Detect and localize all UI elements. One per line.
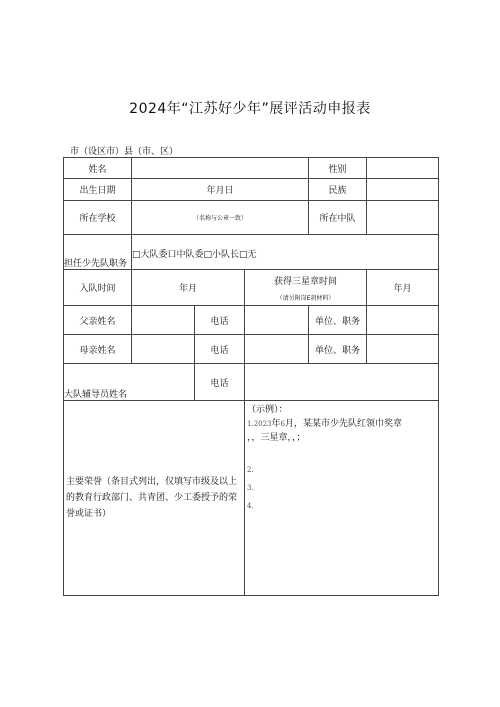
field-ethnicity[interactable]: [367, 179, 439, 201]
example-num-1: 1.: [247, 420, 254, 428]
label-honors: 主要荣誉（条目式列出，仅填写市级及以上的教育行政部门、共青团、少工委授予的荣誉或证书）: [64, 401, 245, 596]
field-position-options[interactable]: □大队委口中队委□小队长□无: [132, 235, 439, 270]
label-position: 担任少先队职务: [64, 235, 132, 270]
example-award: 月，某某市少先队红领巾奖章: [285, 419, 403, 429]
label-birth: 出生日期: [64, 179, 132, 201]
application-form: [63, 157, 439, 596]
field-counselor-phone[interactable]: [245, 364, 439, 401]
label-father-phone: 电话: [195, 306, 245, 335]
example-num-2: 2.: [247, 466, 254, 474]
label-mother-unit: 单位、职务: [309, 335, 367, 364]
label-squad: 所在中队: [309, 201, 367, 235]
label-counselor-phone: 电话: [195, 364, 245, 401]
field-school[interactable]: （名称与公章一致）: [132, 201, 309, 235]
field-father-phone[interactable]: [245, 306, 309, 335]
field-join-time[interactable]: 年月: [132, 270, 245, 306]
label-three-star: [245, 270, 367, 306]
field-name[interactable]: [132, 158, 309, 179]
page-title: 2024年“江苏好少年”展评活动申报表: [129, 101, 371, 117]
field-three-star[interactable]: 年月: [367, 270, 439, 306]
field-mother-unit[interactable]: [367, 335, 439, 364]
field-father[interactable]: [132, 306, 195, 335]
field-honors[interactable]: [245, 401, 439, 596]
region-line: 市（设区市）县（市、区）: [70, 147, 179, 157]
label-mother: 母亲姓名: [64, 335, 132, 364]
label-mother-phone: 电话: [195, 335, 245, 364]
example-num-4: 4.: [247, 502, 254, 510]
label-gender: 性别: [309, 158, 367, 179]
field-father-unit[interactable]: [367, 306, 439, 335]
label-school: 所在学校: [64, 201, 132, 235]
three-star-label: 获得三星章时间: [274, 276, 338, 287]
example-month: 6: [280, 420, 285, 428]
field-gender[interactable]: [367, 158, 439, 179]
label-join-time: 入队时间: [64, 270, 132, 306]
field-mother[interactable]: [132, 335, 195, 364]
example-line-2: ，，三星章，，；: [247, 433, 306, 443]
label-ethnicity: 民族: [309, 179, 367, 201]
field-birth[interactable]: 年月日: [132, 179, 309, 201]
example-year: 2023: [253, 420, 272, 428]
example-line-1: [247, 417, 436, 431]
three-star-note: （请另附岗E胡材料）: [276, 294, 335, 302]
example-year-suffix: 年: [271, 419, 281, 429]
field-mother-phone[interactable]: [245, 335, 309, 364]
label-counselor: 大队辅导员姓名: [64, 364, 195, 401]
field-squad[interactable]: [367, 201, 439, 235]
example-num-3: 3.: [247, 484, 254, 492]
label-father: 父亲姓名: [64, 306, 132, 335]
label-father-unit: 单位、职务: [309, 306, 367, 335]
label-name: 姓名: [64, 158, 132, 179]
example-header: （示例）：: [247, 405, 288, 415]
